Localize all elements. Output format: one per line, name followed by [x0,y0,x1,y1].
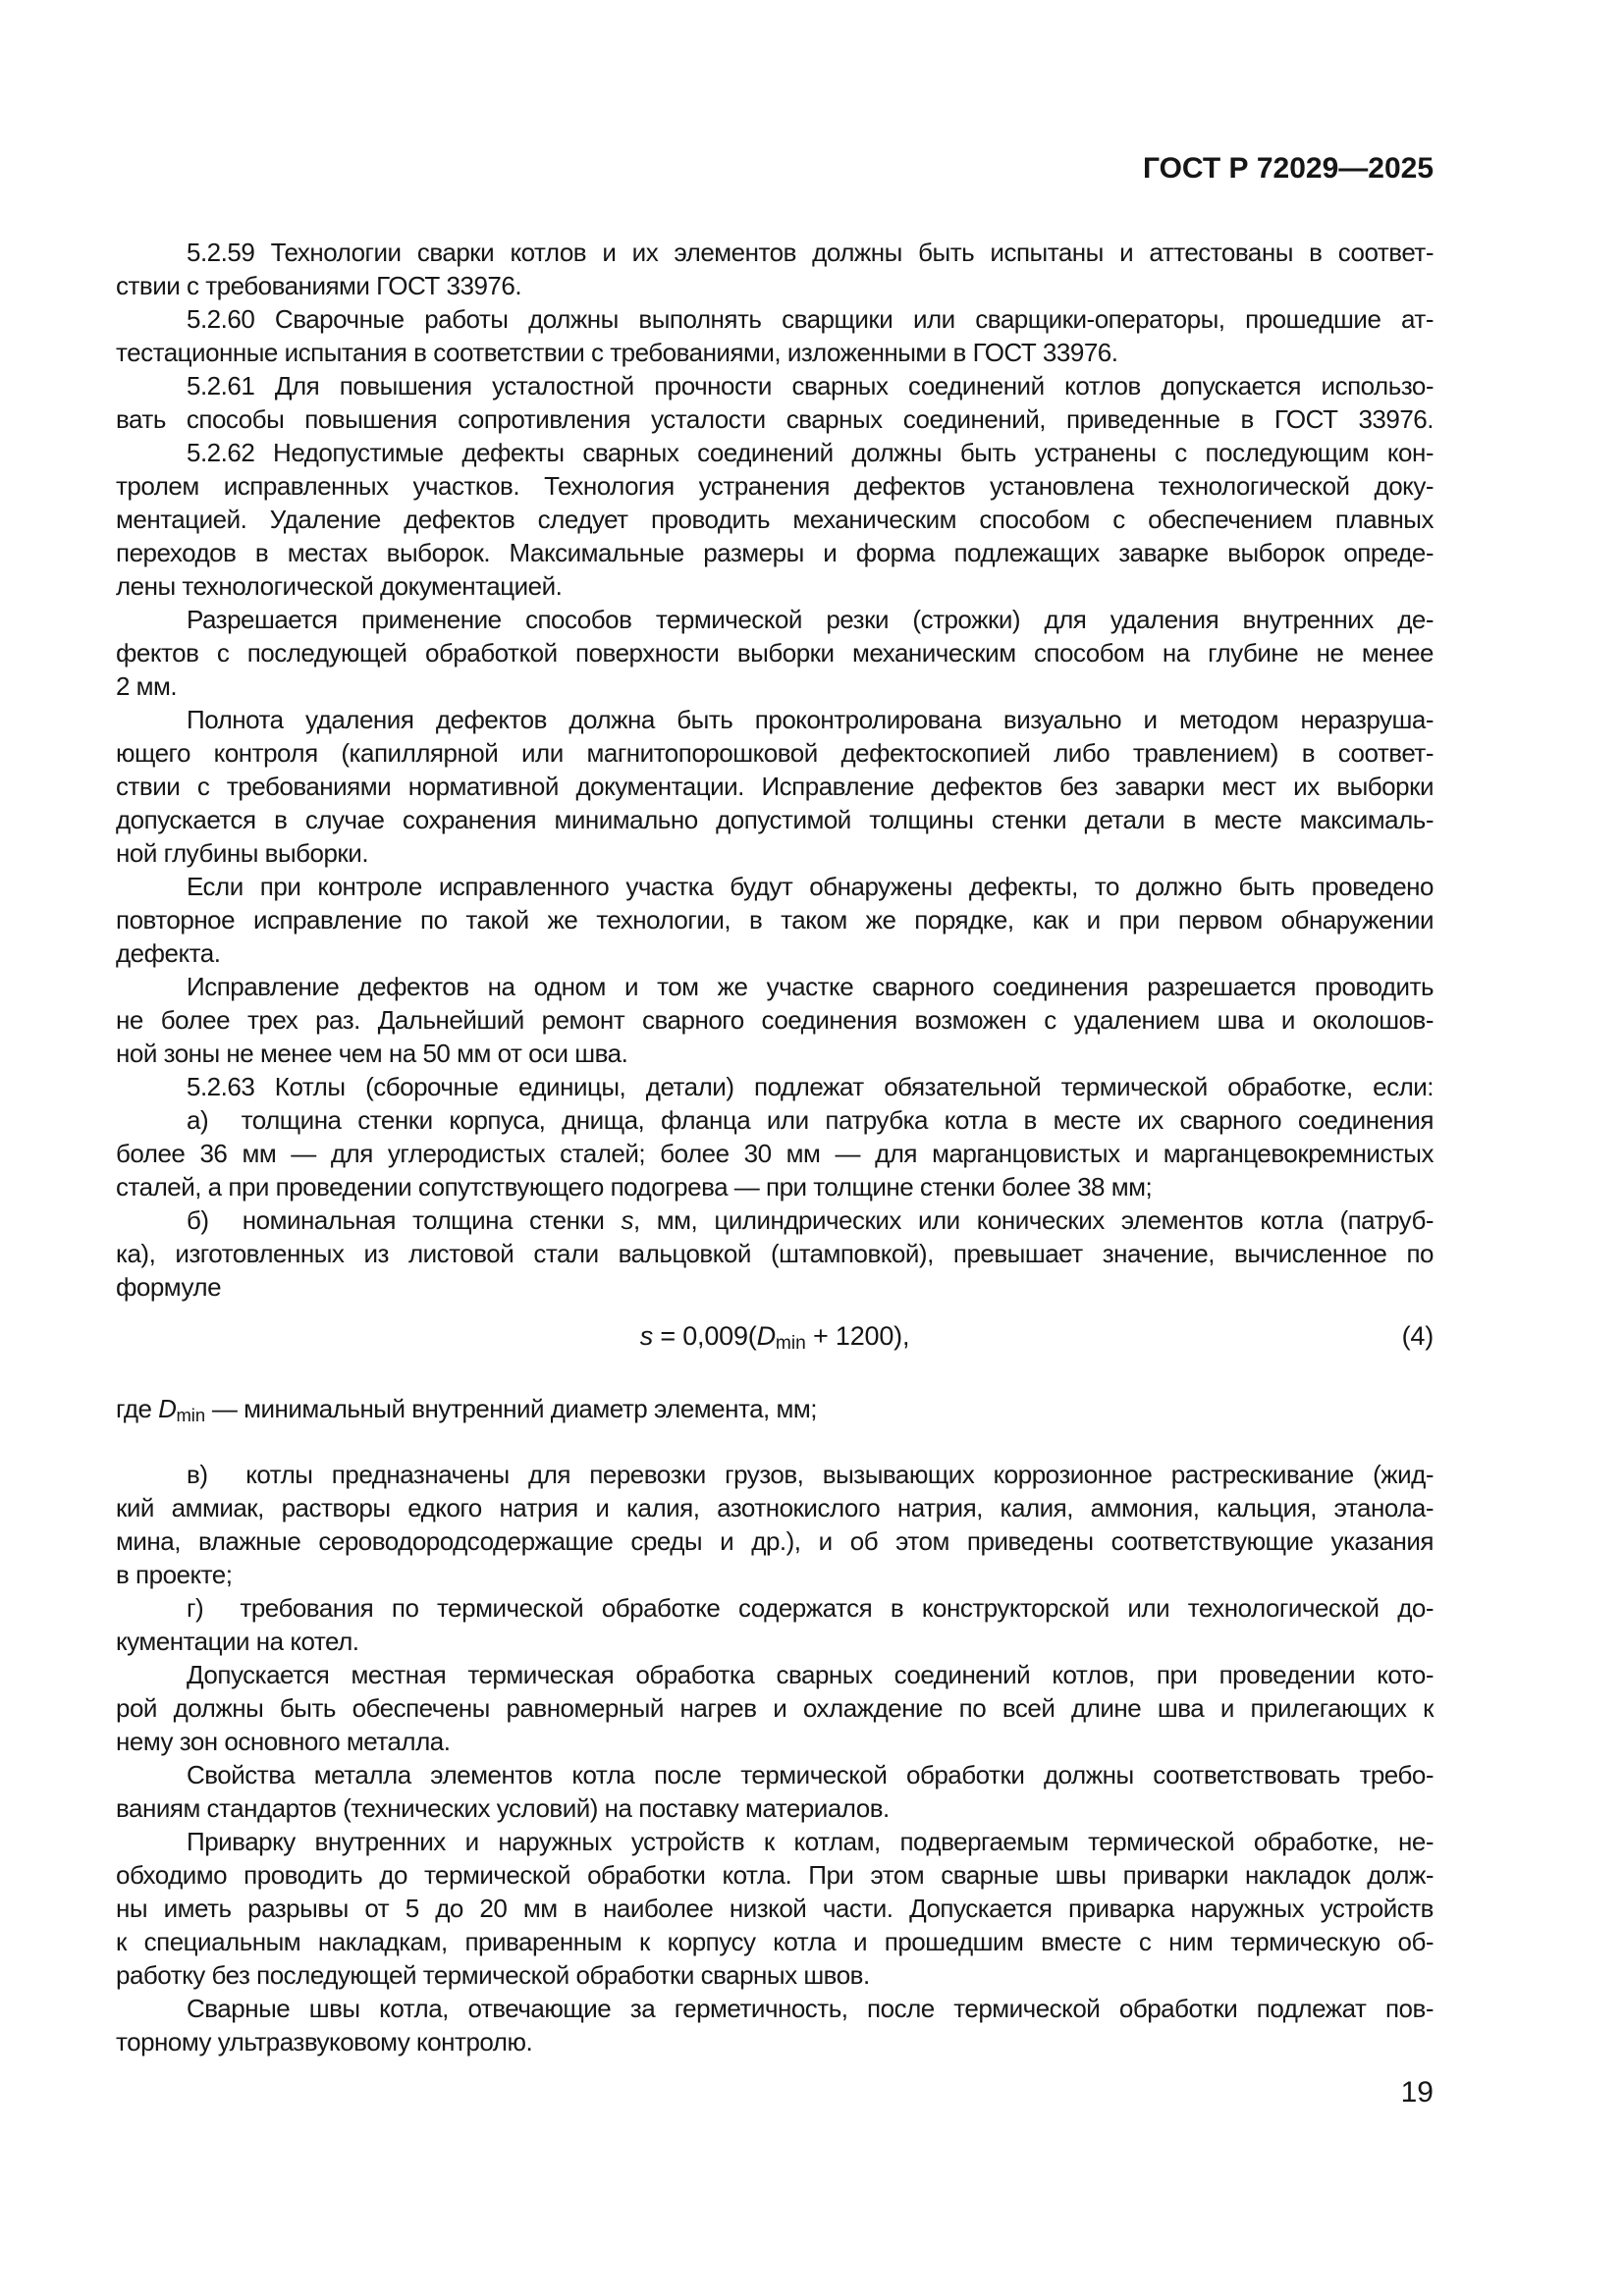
paragraph [116,302,1434,369]
formula-number: (4) [1401,1321,1434,1351]
text-line: ствии с требованиями нормативной документации. Исправление дефектов без заварки мест их выборки [116,772,1434,801]
paragraph [116,369,1434,436]
paragraph [116,1758,1434,1825]
text-line: рой должны быть обеспечены равномерный нагрев и охлаждение по всей длине шва и прилегающих к [116,1693,1434,1723]
text-line: ка), изготовленных из листовой стали вальцовкой (штамповкой), превышает значение, вычисленное по [116,1239,1434,1268]
paragraph [116,1591,1434,1658]
text-line: где $D_{min}$ — минимальный внутренний диаметр элемента, мм; [116,1394,817,1426]
text-line: вать способы повышения сопротивления усталости сварных соединений, приведенные в ГОСТ 33976. [116,404,1434,434]
paragraph [116,1103,1434,1203]
text-line: Свойства металла элементов котла после термической обработки должны соответствовать требо- [187,1760,1434,1789]
paragraph [116,603,1434,703]
paragraph [116,970,1434,1070]
text-line: кументации на котел. [116,1627,359,1656]
document-number-header: ГОСТ Р 72029—2025 [1142,152,1434,185]
text-line: в) котлы предназначены для перевозки грузов, вызывающих коррозионное растрескивание (жид- [187,1460,1434,1489]
text-line: 2 мм. [116,671,178,701]
text-line: Приварку внутренних и наружных устройств к котлам, подвергаемым термической обработке, не- [187,1827,1434,1856]
paragraph [116,1458,1434,1591]
text-line: 5.2.63 Котлы (сборочные единицы, детали) подлежат обязательной термической обработке, если: [187,1072,1434,1101]
text-line: ваниям стандартов (технических условий) на поставку материалов. [116,1793,890,1823]
text-line: переходов в местах выборок. Максимальные размеры и форма подлежащих заварке выборок опреде- [116,538,1434,567]
document-body [116,236,1434,2058]
formula-expression: $s = 0,009(D_{min} + 1200)$, [639,1321,910,1355]
text-line: лены технологической документацией. [116,571,563,601]
text-line: б) номинальная толщина стенки s, мм, цилиндрических или конических элементов котла (патруб- [187,1205,1434,1235]
text-line: Разрешается применение способов термической резки (строжки) для удаления внутренних де- [187,605,1434,634]
text-line: сталей, а при проведении сопутствующего подогрева — при толщине стенки более 38 мм; [116,1172,1153,1201]
text-line: формуле [116,1272,222,1302]
text-line: работку без последующей термической обработки сварных швов. [116,1960,870,1990]
text-line: обходимо проводить до термической обработки котла. При этом сварные швы приварки накладок долж- [116,1860,1434,1890]
text-line: повторное исправление по такой же технологии, в таком же порядке, как и при первом обнаружении [116,905,1434,934]
text-line: не более трех раз. Дальнейший ремонт сварного соединения возможен с удалением шва и околошов- [116,1005,1434,1035]
text-line: ющего контроля (капиллярной или магнитопорошковой дефектоскопией либо травлением) в соответ- [116,738,1434,768]
text-line: 5.2.61 Для повышения усталостной прочности сварных соединений котлов допускается использо- [187,371,1434,400]
paragraph [116,1992,1434,2058]
text-line: мина, влажные сероводородсодержащие среды и др.), и об этом приведены соответствующие указания [116,1526,1434,1556]
text-line: Сварные швы котла, отвечающие за герметичность, после термической обработки подлежат пов- [187,1994,1434,2023]
paragraph [116,1070,1434,1103]
text-line: торному ультразвуковому контролю. [116,2027,533,2056]
paragraph [116,1658,1434,1758]
text-line: ной глубины выборки. [116,838,369,868]
text-line: в проекте; [116,1560,233,1589]
paragraph [116,703,1434,870]
paragraph [116,236,1434,302]
formula [116,1319,1434,1353]
page-number: 19 [1400,2076,1434,2109]
text-line: Допускается местная термическая обработка сварных соединений котлов, при проведении кото- [187,1660,1434,1689]
text-line: тестационные испытания в соответствии с требованиями, изложенными в ГОСТ 33976. [116,338,1118,367]
paragraph [116,870,1434,970]
text-line: г) требования по термической обработке содержатся в конструкторской или технологической до- [187,1593,1434,1623]
text-line: Полнота удаления дефектов должна быть проконтролирована визуально и методом неразруша- [187,705,1434,734]
text-line: фектов с последующей обработкой поверхности выборки механическим способом на глубине не менее [116,638,1434,667]
text-line: а) толщина стенки корпуса, днища, фланца или патрубка котла в месте их сварного соединения [187,1105,1434,1135]
text-line: Исправление дефектов на одном и том же участке сварного соединения разрешается проводить [187,972,1434,1001]
text-line: Если при контроле исправленного участка будут обнаружены дефекты, то должно быть проведено [187,872,1434,901]
text-line: нему зон основного металла. [116,1727,451,1756]
text-line: 5.2.60 Сварочные работы должны выполнять сварщики или сварщики-операторы, прошедшие ат- [187,304,1434,334]
paragraph [116,436,1434,603]
text-line: более 36 мм — для углеродистых сталей; более 30 мм — для марганцовистых и марганцевокремнистых [116,1139,1434,1168]
text-block [116,152,1434,2058]
formula-where-clause [116,1392,1434,1425]
paragraph [116,1825,1434,1992]
text-line: дефекта. [116,938,221,968]
text-line: ментацией. Удаление дефектов следует проводить механическим способом с обеспечением плавных [116,505,1434,534]
text-line: допускается в случае сохранения минимально допустимой толщины стенки детали в месте максималь- [116,805,1434,834]
text-line: кий аммиак, растворы едкого натрия и калия, азотнокислого натрия, калия, аммония, кальция, этанола- [116,1493,1434,1522]
text-line: ной зоны не менее чем на 50 мм от оси шва. [116,1039,628,1068]
text-line: ны иметь разрывы от 5 до 20 мм в наиболее низкой части. Допускается приварка наружных устройств [116,1894,1434,1923]
text-line: к специальным накладкам, приваренным к корпусу котла и прошедшим вместе с ним термическую об- [116,1927,1434,1956]
text-line: 5.2.62 Недопустимые дефекты сварных соединений должны быть устранены с последующим кон- [187,438,1434,467]
text-line: тролем исправленных участков. Технология устранения дефектов установлена технологической доку- [116,471,1434,501]
text-line: ствии с требованиями ГОСТ 33976. [116,271,522,300]
text-line: 5.2.59 Технологии сварки котлов и их элементов должны быть испытаны и аттестованы в соответ- [187,238,1434,267]
paragraph [116,1203,1434,1304]
